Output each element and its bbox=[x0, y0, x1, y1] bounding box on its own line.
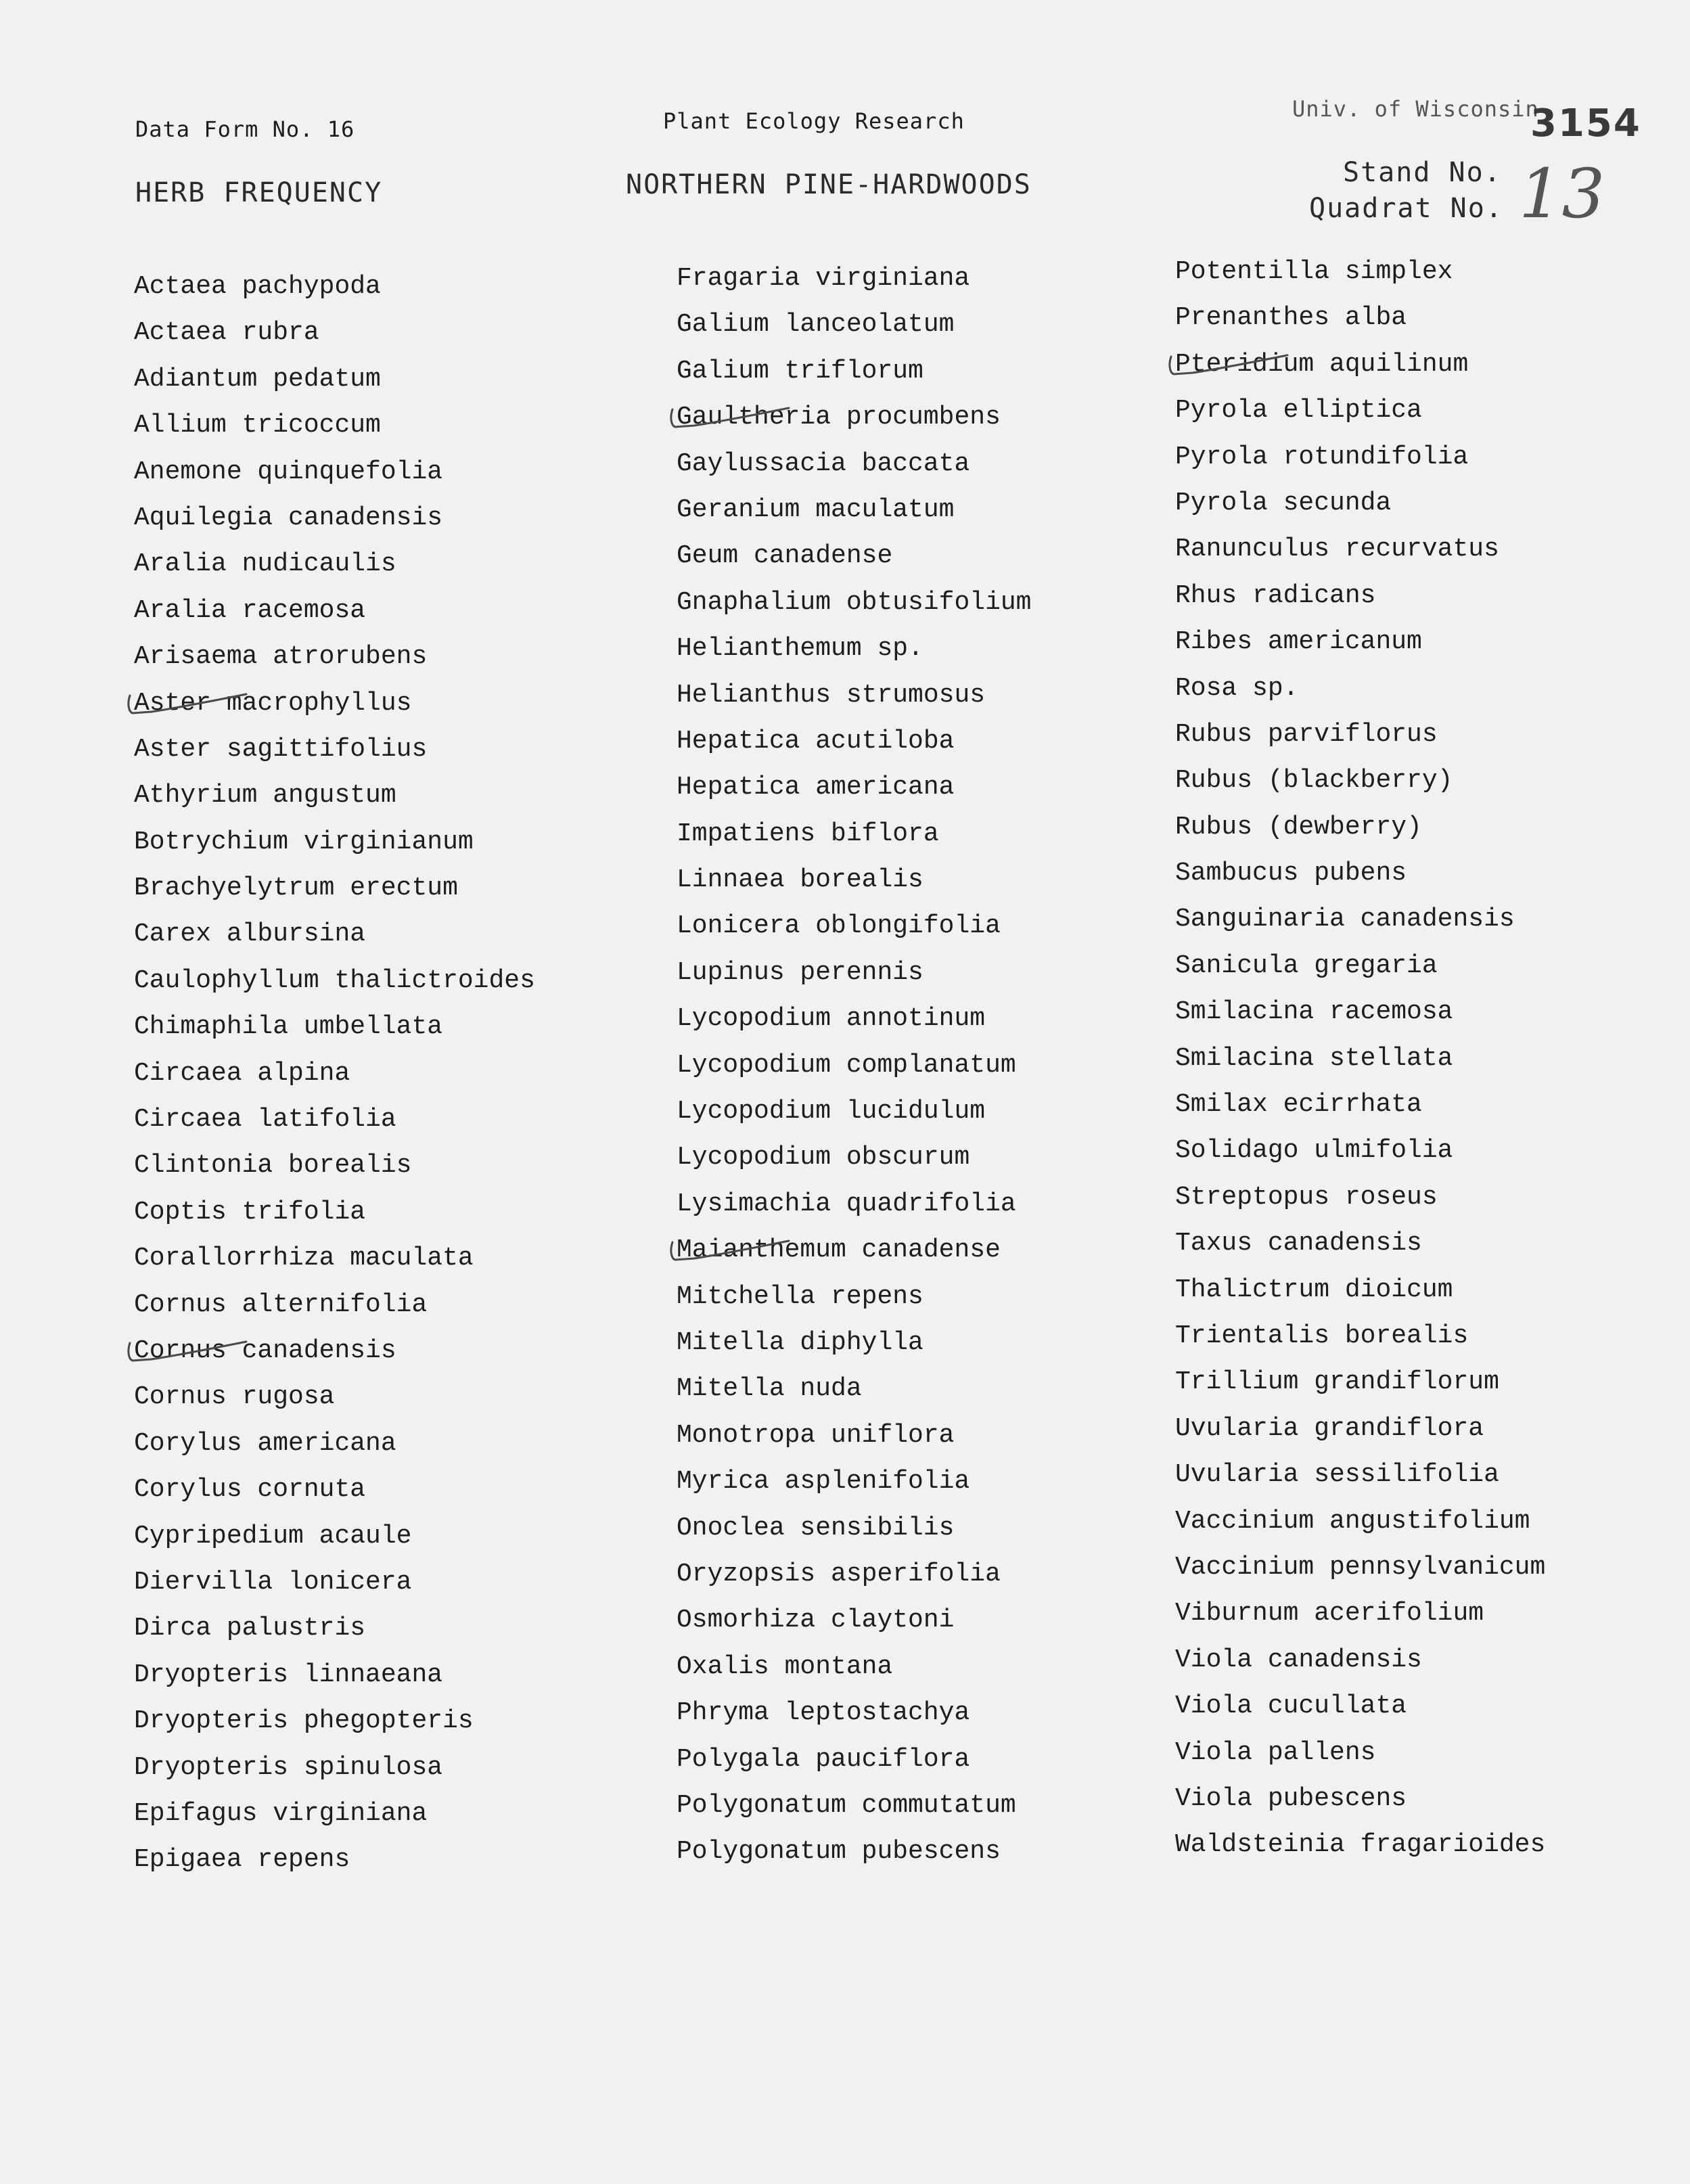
species-column-1 bbox=[134, 264, 648, 1884]
species-name: Vaccinium angustifolium bbox=[1175, 1506, 1530, 1536]
species-entry bbox=[1175, 1683, 1689, 1729]
species-name: Taxus canadensis bbox=[1175, 1229, 1422, 1258]
species-name: Aquilegia canadensis bbox=[134, 503, 443, 532]
species-entry bbox=[677, 903, 1191, 949]
institution-name: Univ. of Wisconsin bbox=[1292, 96, 1539, 122]
species-entry bbox=[134, 1051, 648, 1097]
species-entry bbox=[677, 1783, 1191, 1829]
species-name: Smilax ecirrhata bbox=[1175, 1090, 1422, 1120]
species-name: Pyrola elliptica bbox=[1175, 396, 1422, 426]
species-entry bbox=[1175, 1175, 1689, 1221]
species-name: Uvularia grandiflora bbox=[1175, 1413, 1484, 1443]
species-name: Epifagus virginiana bbox=[134, 1798, 428, 1828]
species-entry bbox=[1175, 619, 1689, 665]
species-entry bbox=[677, 673, 1191, 719]
species-entry bbox=[677, 1690, 1191, 1736]
species-name: Anemone quinquefolia bbox=[134, 457, 443, 486]
species-name: Lycopodium complanatum bbox=[677, 1050, 1016, 1080]
species-entry bbox=[1175, 1499, 1689, 1545]
species-name: Allium tricoccum bbox=[134, 411, 381, 440]
species-entry bbox=[1175, 1730, 1689, 1776]
species-name: Geum canadense bbox=[677, 541, 893, 571]
species-name: Potentilla simplex bbox=[1175, 257, 1453, 286]
species-entry bbox=[1175, 1221, 1689, 1267]
species-name: Streptopus roseus bbox=[1175, 1182, 1438, 1212]
species-entry bbox=[677, 626, 1191, 672]
species-name: Sanicula gregaria bbox=[1175, 951, 1438, 980]
species-name: Caulophyllum thalictroides bbox=[134, 965, 535, 995]
species-name: Rosa sp. bbox=[1175, 673, 1299, 703]
species-entry bbox=[1175, 434, 1689, 480]
species-entry bbox=[677, 1829, 1191, 1875]
species-name: Viburnum acerifolium bbox=[1175, 1599, 1484, 1629]
species-entry bbox=[134, 1004, 648, 1050]
species-entry bbox=[677, 857, 1191, 903]
species-entry bbox=[677, 811, 1191, 857]
species-name: Lonicera oblongifolia bbox=[677, 911, 1001, 941]
species-name: Dirca palustris bbox=[134, 1614, 366, 1643]
species-name: Arisaema atrorubens bbox=[134, 642, 428, 672]
species-name: Maianthemum canadense bbox=[677, 1235, 1001, 1265]
species-entry bbox=[677, 1597, 1191, 1643]
species-entry bbox=[677, 1135, 1191, 1181]
species-name: Viola pallens bbox=[1175, 1737, 1376, 1767]
species-entry bbox=[134, 588, 648, 634]
species-entry bbox=[1175, 1267, 1689, 1313]
species-name: Corylus cornuta bbox=[134, 1475, 366, 1505]
species-entry bbox=[134, 727, 648, 773]
species-name: Linnaea borealis bbox=[677, 865, 923, 895]
species-name: Adiantum pedatum bbox=[134, 364, 381, 394]
species-name: Helianthemum sp. bbox=[677, 634, 923, 664]
species-entry bbox=[1175, 896, 1689, 942]
species-name: Botrychium virginianum bbox=[134, 827, 474, 857]
species-name: Corallorrhiza maculata bbox=[134, 1244, 474, 1273]
species-entry bbox=[134, 1235, 648, 1281]
species-entry bbox=[1175, 1082, 1689, 1128]
species-entry bbox=[134, 1606, 648, 1652]
species-entry bbox=[1175, 989, 1689, 1035]
species-name: Galium lanceolatum bbox=[677, 310, 955, 340]
species-entry bbox=[134, 1560, 648, 1606]
species-name: Aralia racemosa bbox=[134, 595, 366, 625]
species-entry bbox=[1175, 712, 1689, 758]
form-title: HERB FREQUENCY bbox=[135, 177, 383, 208]
species-entry bbox=[677, 719, 1191, 765]
species-name: Galium triflorum bbox=[677, 356, 923, 386]
species-name: Viola canadensis bbox=[1175, 1645, 1422, 1675]
species-name: Cypripedium acaule bbox=[134, 1521, 412, 1551]
species-entry bbox=[677, 1413, 1191, 1459]
species-name: Polygonatum pubescens bbox=[677, 1837, 1001, 1867]
species-name: Lupinus perennis bbox=[677, 957, 923, 987]
species-name: Dryopteris phegopteris bbox=[134, 1706, 474, 1736]
species-name: Rubus (blackberry) bbox=[1175, 766, 1453, 796]
species-name: Carex albursina bbox=[134, 919, 366, 949]
species-name: Polygonatum commutatum bbox=[677, 1790, 1016, 1820]
species-entry bbox=[134, 865, 648, 911]
species-name: Clintonia borealis bbox=[134, 1151, 412, 1181]
species-name: Fragaria virginiana bbox=[677, 264, 970, 293]
species-name: Trillium grandiflorum bbox=[1175, 1367, 1499, 1397]
species-name: Cornus alternifolia bbox=[134, 1290, 428, 1319]
species-name: Thalictrum dioicum bbox=[1175, 1275, 1453, 1304]
species-entry bbox=[134, 1791, 648, 1837]
species-entry bbox=[677, 996, 1191, 1042]
species-entry bbox=[677, 1366, 1191, 1412]
species-name: Hepatica acutiloba bbox=[677, 726, 955, 756]
species-entry bbox=[677, 950, 1191, 996]
species-entry bbox=[677, 1274, 1191, 1320]
species-name: Sambucus pubens bbox=[1175, 859, 1407, 888]
species-entry bbox=[134, 1282, 648, 1328]
species-entry bbox=[677, 1737, 1191, 1783]
species-column-3 bbox=[1175, 249, 1689, 1869]
species-name: Solidago ulmifolia bbox=[1175, 1136, 1453, 1166]
species-entry bbox=[1175, 850, 1689, 896]
species-name: Actaea pachypoda bbox=[134, 272, 381, 301]
species-entry bbox=[1175, 1637, 1689, 1683]
species-name: Epigaea repens bbox=[134, 1845, 350, 1875]
species-entry bbox=[1175, 526, 1689, 572]
species-name: Smilacina stellata bbox=[1175, 1043, 1453, 1073]
species-entry bbox=[1175, 1036, 1689, 1082]
species-entry bbox=[677, 348, 1191, 394]
species-name: Phryma leptostachya bbox=[677, 1698, 970, 1728]
species-entry bbox=[677, 1320, 1191, 1366]
species-entry bbox=[1175, 342, 1689, 388]
species-name: Sanguinaria canadensis bbox=[1175, 905, 1515, 934]
species-entry bbox=[1175, 480, 1689, 526]
species-entry bbox=[1175, 1359, 1689, 1405]
species-name: Oxalis montana bbox=[677, 1652, 893, 1681]
species-entry bbox=[677, 1089, 1191, 1135]
species-name: Dryopteris linnaeana bbox=[134, 1660, 443, 1689]
species-entry bbox=[1175, 1313, 1689, 1359]
species-entry bbox=[134, 634, 648, 680]
species-name: Onoclea sensibilis bbox=[677, 1513, 955, 1543]
species-name: Prenanthes alba bbox=[1175, 303, 1407, 333]
species-name: Pyrola secunda bbox=[1175, 488, 1392, 518]
species-column-2 bbox=[677, 256, 1191, 1875]
species-name: Viola pubescens bbox=[1175, 1783, 1407, 1813]
species-name: Geranium maculatum bbox=[677, 495, 955, 524]
species-name: Ranunculus recurvatus bbox=[1175, 534, 1499, 564]
species-name: Lycopodium lucidulum bbox=[677, 1097, 986, 1127]
species-name: Lycopodium annotinum bbox=[677, 1004, 986, 1034]
species-name: Trientalis borealis bbox=[1175, 1321, 1469, 1350]
species-name: Athyrium angustum bbox=[134, 781, 396, 811]
species-entry bbox=[677, 1181, 1191, 1227]
species-name: Impatiens biflora bbox=[677, 819, 939, 848]
species-entry bbox=[1175, 1776, 1689, 1822]
species-name: Viola cucullata bbox=[1175, 1691, 1407, 1721]
species-entry bbox=[677, 765, 1191, 811]
species-name: Pyrola rotundifolia bbox=[1175, 442, 1469, 472]
quadrat-label: Quadrat No. bbox=[1309, 193, 1503, 224]
species-name: Hepatica americana bbox=[677, 773, 955, 802]
species-entry bbox=[677, 533, 1191, 579]
species-entry bbox=[677, 580, 1191, 626]
species-entry bbox=[1175, 758, 1689, 804]
program-name: Plant Ecology Research bbox=[663, 108, 965, 134]
species-name: Mitchella repens bbox=[677, 1281, 923, 1311]
species-entry bbox=[134, 449, 648, 495]
species-entry bbox=[677, 1505, 1191, 1551]
species-entry bbox=[677, 394, 1191, 440]
species-name: Coptis trifolia bbox=[134, 1197, 366, 1227]
species-name: Helianthus strumosus bbox=[677, 680, 986, 710]
species-entry bbox=[1175, 1822, 1689, 1868]
species-name: Diervilla lonicera bbox=[134, 1567, 412, 1597]
species-name: Actaea rubra bbox=[134, 318, 319, 348]
species-name: Cornus canadensis bbox=[134, 1336, 396, 1365]
species-entry bbox=[677, 1551, 1191, 1597]
species-entry bbox=[134, 264, 648, 310]
species-entry bbox=[134, 357, 648, 403]
species-entry bbox=[1175, 804, 1689, 850]
species-entry bbox=[134, 1421, 648, 1467]
species-name: Circaea latifolia bbox=[134, 1105, 396, 1135]
stand-label: Stand No. bbox=[1343, 157, 1502, 188]
stand-number-handwritten: 13 bbox=[1519, 154, 1605, 233]
community-title: NORTHERN PINE-HARDWOODS bbox=[626, 169, 1032, 200]
species-entry bbox=[1175, 1128, 1689, 1174]
species-name: Gaultheria procumbens bbox=[677, 403, 1001, 432]
species-entry bbox=[677, 487, 1191, 533]
species-entry bbox=[134, 1189, 648, 1235]
species-entry bbox=[134, 1514, 648, 1560]
species-entry bbox=[677, 1227, 1191, 1273]
species-name: Uvularia sessilifolia bbox=[1175, 1460, 1499, 1490]
species-name: Gnaphalium obtusifolium bbox=[677, 587, 1032, 617]
species-name: Polygala pauciflora bbox=[677, 1744, 970, 1774]
species-entry bbox=[1175, 1452, 1689, 1498]
species-entry bbox=[134, 541, 648, 587]
species-entry bbox=[134, 958, 648, 1004]
species-entry bbox=[134, 1097, 648, 1143]
species-entry bbox=[1175, 573, 1689, 619]
species-entry bbox=[134, 495, 648, 541]
species-name: Lysimachia quadrifolia bbox=[677, 1189, 1016, 1219]
species-entry bbox=[134, 911, 648, 957]
species-entry bbox=[134, 310, 648, 356]
species-name: Monotropa uniflora bbox=[677, 1420, 955, 1450]
species-entry bbox=[134, 819, 648, 865]
species-entry bbox=[134, 773, 648, 819]
species-name: Chimaphila umbellata bbox=[134, 1012, 443, 1042]
species-name: Corylus americana bbox=[134, 1428, 396, 1458]
species-entry bbox=[134, 1143, 648, 1189]
species-entry bbox=[1175, 1406, 1689, 1452]
species-entry bbox=[1175, 249, 1689, 295]
species-name: Myrica asplenifolia bbox=[677, 1467, 970, 1497]
species-name: Brachyelytrum erectum bbox=[134, 873, 458, 903]
species-name: Oryzopsis asperifolia bbox=[677, 1559, 1001, 1589]
species-entry bbox=[677, 256, 1191, 302]
species-name: Lycopodium obscurum bbox=[677, 1143, 970, 1173]
species-name: Pteridium aquilinum bbox=[1175, 349, 1469, 379]
species-name: Aralia nudicaulis bbox=[134, 549, 396, 579]
species-entry bbox=[134, 681, 648, 727]
species-name: Aster sagittifolius bbox=[134, 734, 428, 764]
species-entry bbox=[134, 403, 648, 449]
species-name: Rubus (dewberry) bbox=[1175, 812, 1422, 842]
species-name: Rhus radicans bbox=[1175, 581, 1376, 610]
form-number: Data Form No. 16 bbox=[135, 116, 355, 142]
species-entry bbox=[1175, 388, 1689, 434]
species-name: Dryopteris spinulosa bbox=[134, 1752, 443, 1782]
species-name: Vaccinium pennsylvanicum bbox=[1175, 1552, 1546, 1582]
species-entry bbox=[134, 1467, 648, 1513]
species-name: Ribes americanum bbox=[1175, 627, 1422, 657]
species-entry bbox=[677, 1459, 1191, 1505]
species-entry bbox=[1175, 295, 1689, 341]
species-name: Mitella diphylla bbox=[677, 1327, 923, 1357]
species-name: Mitella nuda bbox=[677, 1374, 862, 1404]
species-entry bbox=[134, 1374, 648, 1420]
species-entry bbox=[134, 1698, 648, 1744]
species-entry bbox=[677, 1043, 1191, 1089]
species-entry bbox=[1175, 1591, 1689, 1637]
species-entry bbox=[677, 302, 1191, 348]
species-entry bbox=[134, 1745, 648, 1791]
species-name: Cornus rugosa bbox=[134, 1382, 335, 1412]
species-entry bbox=[1175, 666, 1689, 712]
species-name: Osmorhiza claytoni bbox=[677, 1606, 955, 1635]
species-entry bbox=[134, 1652, 648, 1698]
species-name: Rubus parviflorus bbox=[1175, 719, 1438, 749]
species-name: Aster macrophyllus bbox=[134, 688, 412, 718]
species-name: Waldsteinia fragarioides bbox=[1175, 1830, 1546, 1860]
species-name: Smilacina racemosa bbox=[1175, 997, 1453, 1027]
species-name: Circaea alpina bbox=[134, 1058, 350, 1088]
species-entry bbox=[677, 1644, 1191, 1690]
species-entry bbox=[1175, 943, 1689, 989]
species-entry bbox=[134, 1837, 648, 1883]
species-name: Gaylussacia baccata bbox=[677, 449, 970, 478]
species-entry bbox=[134, 1328, 648, 1374]
record-number-stamp: 3154 bbox=[1530, 101, 1641, 145]
species-entry bbox=[677, 441, 1191, 487]
species-entry bbox=[1175, 1545, 1689, 1591]
